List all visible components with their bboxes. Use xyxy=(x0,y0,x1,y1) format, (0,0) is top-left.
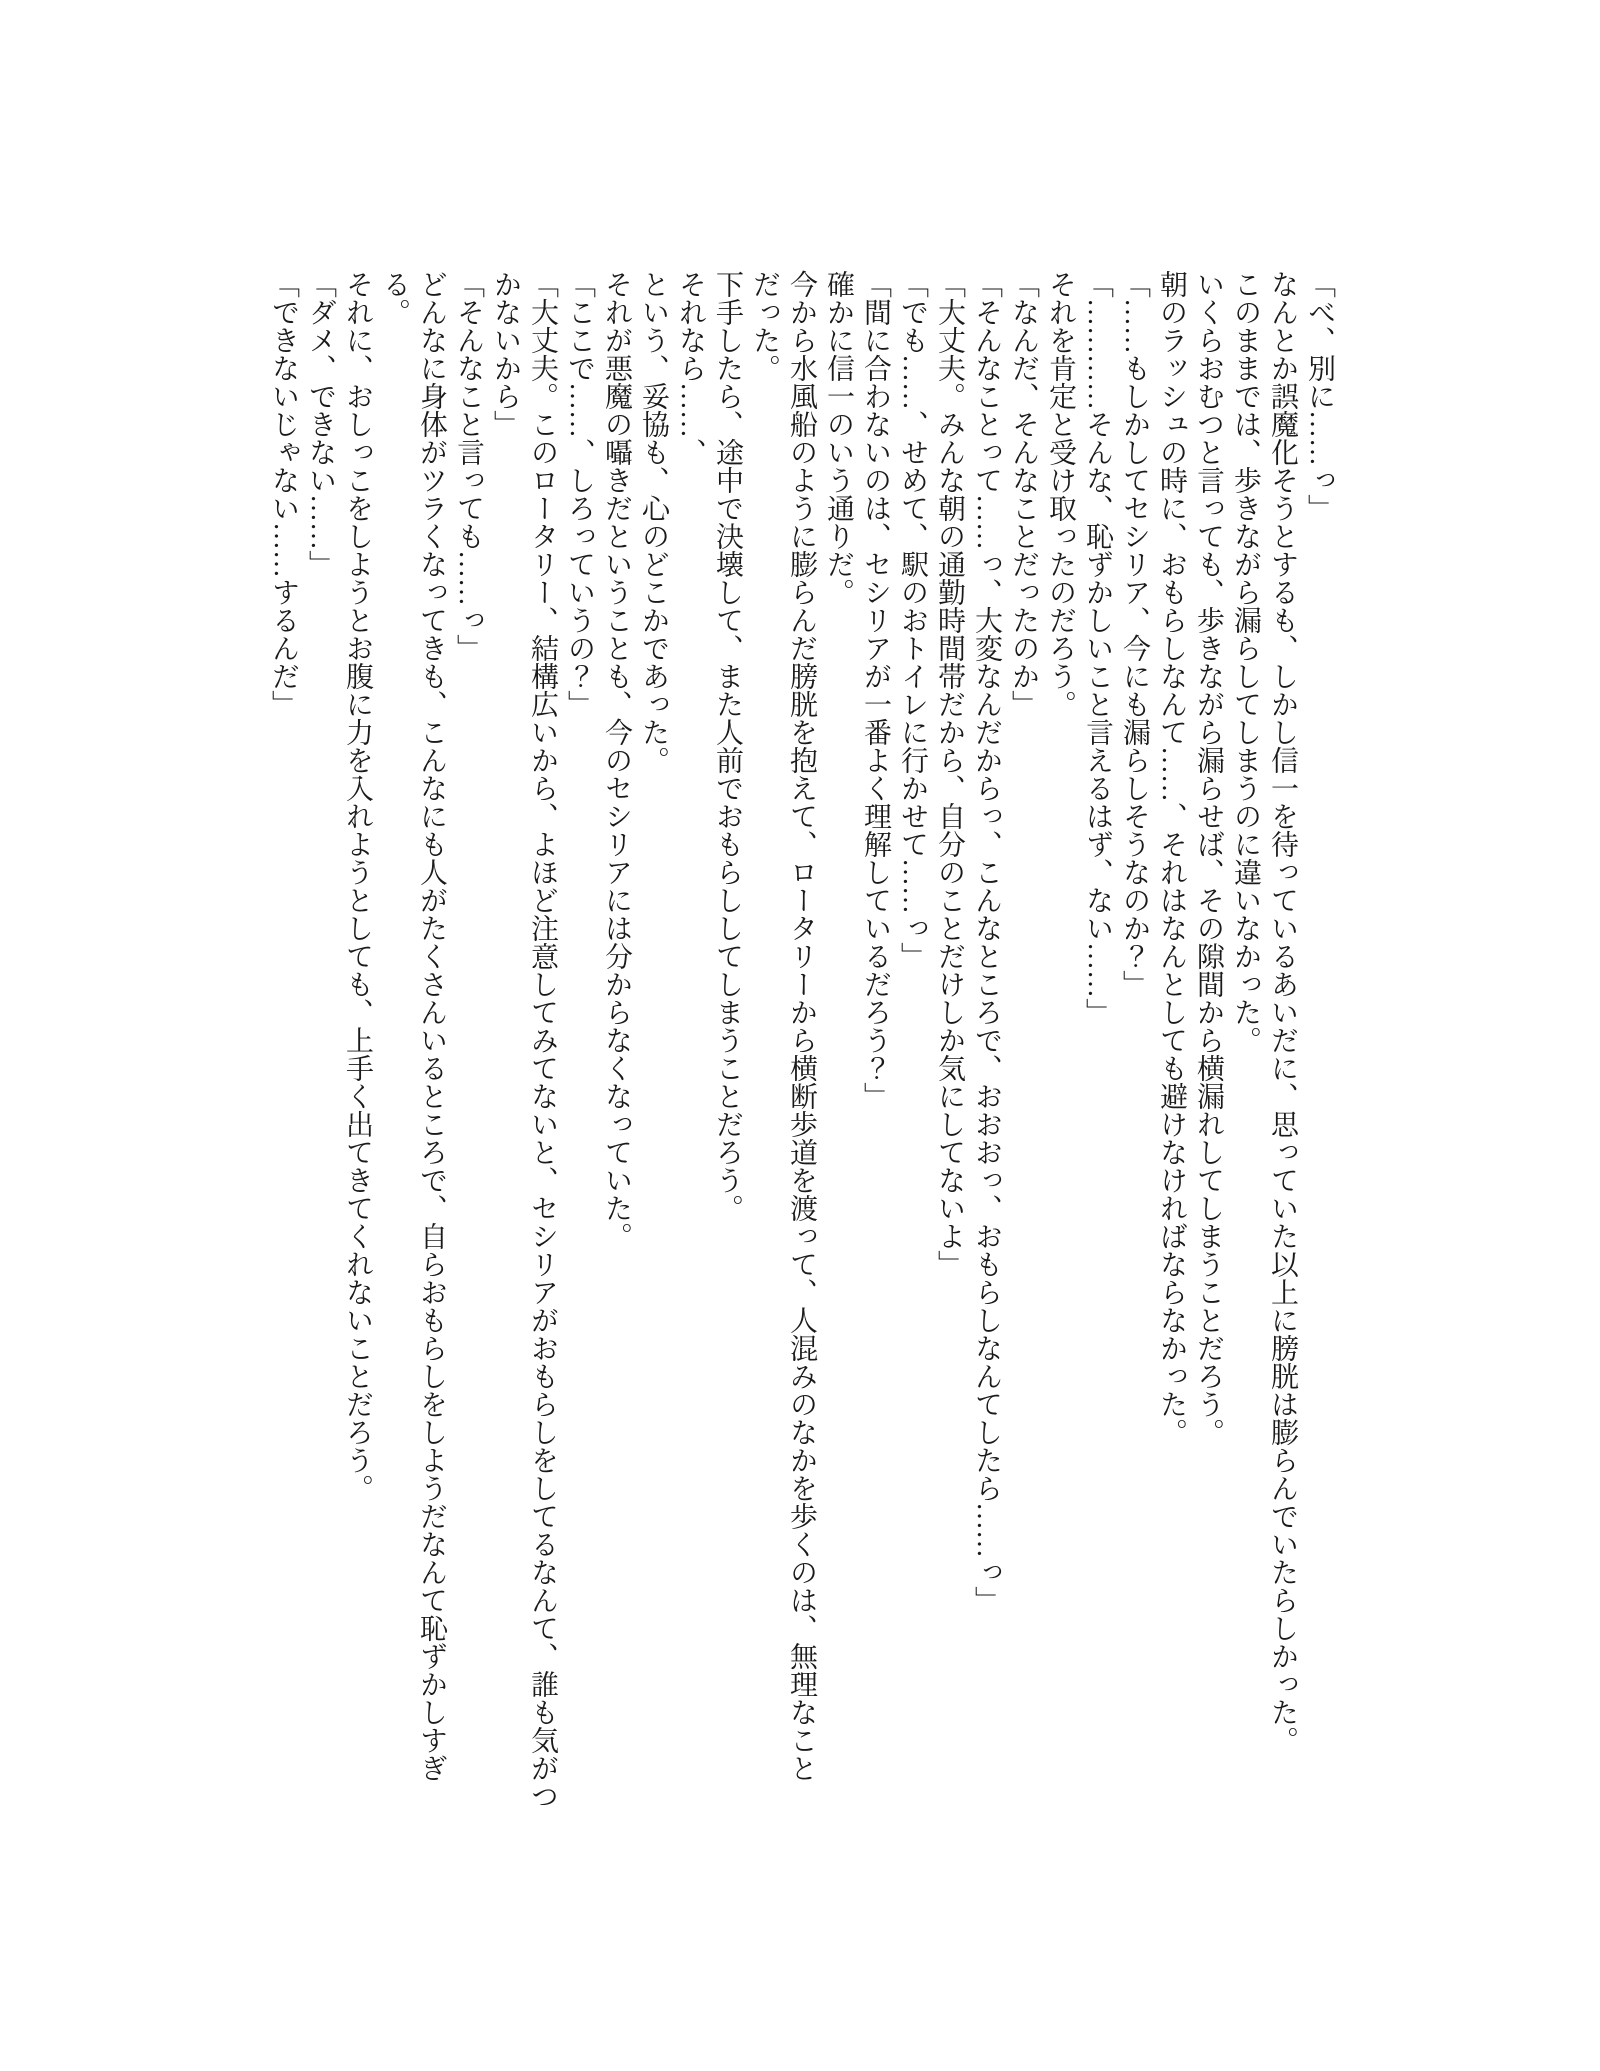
paragraph-line: 「大丈夫。みんな朝の通勤時間帯だから、自分のことだけしか気にしてないよ」 xyxy=(934,270,965,1278)
paragraph-line: それに、おしっこをしようとお腹に力を入れようとしても、上手く出てきてくれないことだろう。 xyxy=(342,270,373,1502)
paragraph-line: それを肯定と受け取ったのだろう。 xyxy=(1045,270,1076,718)
paragraph-line: 「そんなことって……っ、大変なんだからっ、こんなところで、おおおっ、おもらしなんてしたら……っ」 xyxy=(971,270,1002,1614)
paragraph-line: いくらおむつと言っても、歩きながら漏らせば、その隙間から横漏れしてしまうことだろう。 xyxy=(1193,270,1224,1446)
paragraph-line: 下手したら、途中で決壊して、また人前でおもらししてしまうことだろう。 xyxy=(712,270,743,1222)
paragraph-line: 今から水風船のように膨らんだ膀胱を抱えて、ロータリーから横断歩道を渡って、人混みのなかを歩くのは、無理なことだった。 xyxy=(749,270,817,1782)
paragraph-line: 確かに信一のいう通りだ。 xyxy=(823,270,854,606)
paragraph-line: 「できないじゃない……するんだ」 xyxy=(268,270,299,718)
paragraph-line: 「……もしかしてセシリア、今にも漏らしそうなのか？」 xyxy=(1119,270,1150,998)
paragraph-line: という、妥協も、心のどこかであった。 xyxy=(638,270,669,774)
paragraph-line: 「間に合わないのは、セシリアが一番よく理解しているだろう？」 xyxy=(860,270,891,1110)
paragraph-line: 「そんなこと言っても……っ」 xyxy=(453,270,484,662)
paragraph-line: 「大丈夫。このロータリー、結構広いから、よほど注意してみてないと、セシリアがおもらしをしてるなんて、誰も気がつかないから」 xyxy=(490,270,558,1810)
paragraph-line: どんなに身体がツラくなってきも、こんなにも人がたくさんいるところで、自らおもらしをしようだなんて恥ずかしすぎる。 xyxy=(379,270,447,1782)
paragraph-line: 朝のラッシュの時に、おもらしなんて……、それはなんとしても避けなければならなかった。 xyxy=(1156,270,1187,1446)
paragraph-line: 「ここで……、しろっていうの？」 xyxy=(564,270,595,718)
text-block xyxy=(265,270,1338,1826)
paragraph-line: 「でも……、せめて、駅のおトイレに行かせて……っ」 xyxy=(897,270,928,970)
paragraph-line: このままでは、歩きながら漏らしてしまうのに違いなかった。 xyxy=(1230,270,1261,1054)
paragraph-line: 「なんだ、そんなことだったのか」 xyxy=(1008,270,1039,718)
paragraph-line: それなら……、 xyxy=(675,270,706,466)
paragraph-line: 「べ、別に……っ」 xyxy=(1304,270,1335,522)
paragraph-line: 「ダメ、できない……」 xyxy=(305,270,336,578)
paragraph-line: 「…………そんな、恥ずかしいこと言えるはず、ない……」 xyxy=(1082,270,1113,1026)
paragraph-line: それが悪魔の囁きだということも、今のセシリアには分からなくなっていた。 xyxy=(601,270,632,1250)
paragraph-line: なんとか誤魔化そうとするも、しかし信一を待っているあいだに、思っていた以上に膀胱は膨らんでいたらしかった。 xyxy=(1267,270,1298,1754)
